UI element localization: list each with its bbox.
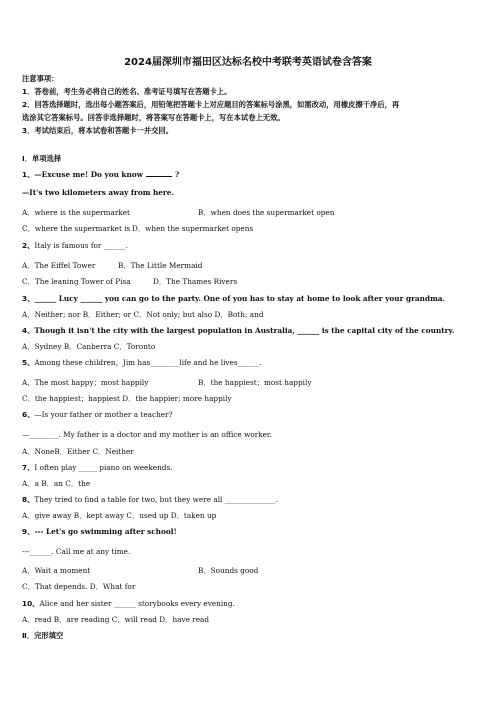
question-number: 8、 <box>22 495 35 504</box>
question-6-dialog: —________. My father is a doctor and my mother is an office worker. <box>22 430 272 439</box>
option: A．where is the supermarket <box>22 208 130 217</box>
options-line: A．NoneB．Either C．Neither <box>22 447 134 456</box>
question-number: 2、 <box>22 241 35 250</box>
question-stem: —Excuse me! Do you know <box>34 170 143 179</box>
question-number: 3、 <box>22 294 35 303</box>
options-line: A．give away B．kept away C．used up D．taken up <box>22 511 217 520</box>
options-line: A．read B．are reading C．will read D．have read <box>22 615 210 624</box>
question-3 <box>22 294 445 303</box>
question-stem-end: ? <box>174 170 180 179</box>
question-stem: I often play _____ piano on weekends. <box>34 463 173 472</box>
question-1-dialog: —It's two kilometers away from here. <box>22 188 174 197</box>
option: C．The leaning Tower of Pisa <box>22 277 131 286</box>
section-2-heading: Ⅱ．完形填空 <box>22 631 64 640</box>
option: C．the happiest；happiest D．the happier; more happily <box>22 394 232 403</box>
option: C．That depends. D．What for <box>22 582 136 591</box>
question-number: 6、 <box>22 410 35 419</box>
question-stem: Italy is famous for ______. <box>34 241 128 250</box>
option: D．when the supermarket opens <box>132 224 254 233</box>
question-stem: They tried to find a table for two, but they were all ______________. <box>34 495 279 504</box>
question-stem: —Is your father or mother a teacher? <box>34 410 173 419</box>
question-5 <box>22 358 262 367</box>
question-number: 4、 <box>22 326 35 335</box>
option: B．the happiest；most happily <box>198 378 312 387</box>
question-10 <box>22 599 235 608</box>
option: A．The most happy；most happily <box>22 378 149 387</box>
notice-item-3: 3．考试结束后，将本试卷和答题卡一并交回。 <box>22 126 174 135</box>
question-number: 5、 <box>22 358 35 367</box>
notice-heading: 注意事项： <box>22 74 59 83</box>
option: D．The Thames Rivers <box>153 277 238 286</box>
question-2 <box>22 241 128 250</box>
question-4 <box>22 326 454 335</box>
section-1-heading: Ⅰ．单项选择 <box>22 154 62 163</box>
question-9-dialog: ---______. Call me at any time. <box>22 547 131 556</box>
option: B．when does the supermarket open <box>198 208 335 217</box>
question-number: 9、 <box>22 527 35 536</box>
question-6 <box>22 410 173 419</box>
question-stem: Among these children，Jim has________life and he lives______. <box>34 358 262 367</box>
option: C．where the supermarket is <box>22 224 131 233</box>
question-number: 7、 <box>22 463 35 472</box>
options-line: A．Neither; nor B．Either; or C．Not only; but also D．Both; and <box>22 310 264 319</box>
question-7 <box>22 463 173 472</box>
question-8 <box>22 495 278 504</box>
notice-item-2-cont: 选涂其它答案标号。回答非选择题时，将答案写在答题卡上，写在本试卷上无效。 <box>22 113 285 122</box>
options-line: A．Sydney B．Canberra C．Toronto <box>22 342 156 351</box>
option: A．Wait a moment <box>22 566 91 575</box>
question-number: 10、 <box>22 599 40 608</box>
option: B．Sounds good <box>198 566 259 575</box>
question-stem: Though it isn't the city with the largest population in Australia, ______ is the capital city of the country. <box>34 326 455 335</box>
question-9 <box>22 527 177 536</box>
option: A．The Eiffel Tower <box>22 261 96 270</box>
question-number: 1、 <box>22 170 35 179</box>
notice-item-2: 2．回答选择题时，选出每小题答案后，用铅笔把答题卡上对应题目的答案标号涂黑，如需改动，用橡皮擦干净后，再 <box>22 100 400 109</box>
question-stem: --- Let's go swimming after school! <box>34 527 177 536</box>
notice-item-1: 1．答卷前，考生务必将自己的姓名、准考证号填写在答题卡上。 <box>22 87 232 96</box>
question-stem: ______ Lucy ______ you can go to the party. One of you has to stay at home to look after your grandma. <box>34 294 446 303</box>
option: B．The Little Mermaid <box>118 261 203 270</box>
question-1 <box>22 170 179 179</box>
page-title: 2024届深圳市福田区达标名校中考联考英语试卷含答案 <box>124 57 372 68</box>
question-stem: Alice and her sister ______ storybooks every evening. <box>39 599 235 608</box>
options-line: A．a B．an C．the <box>22 479 91 488</box>
answer-blank <box>146 170 172 177</box>
